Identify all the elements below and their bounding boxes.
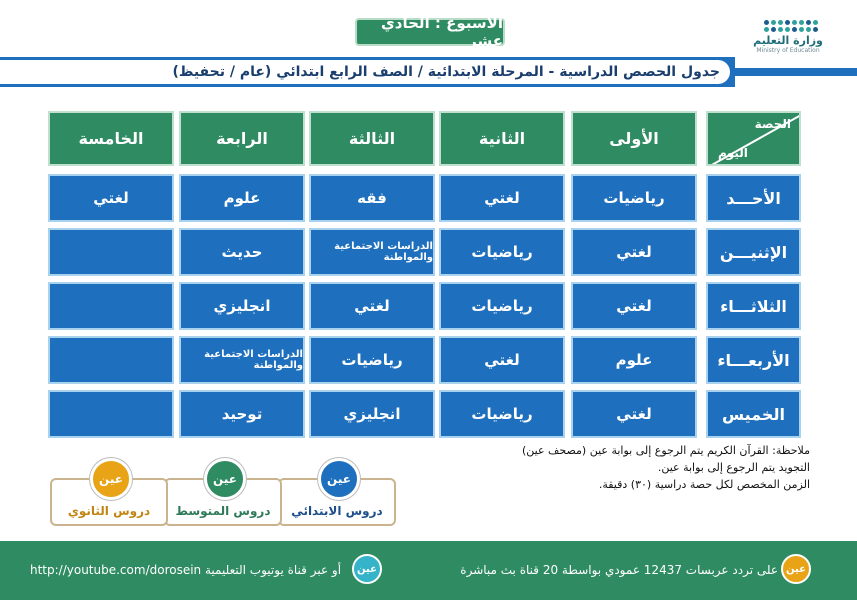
timetable-cell: علوم [179, 174, 305, 222]
timetable-cell: انجليزي [179, 282, 305, 330]
day-label: الثلاثـــاء [706, 282, 801, 330]
timetable-cell: توحيد [179, 390, 305, 438]
stage-secondary-button[interactable] [50, 472, 168, 526]
notes [400, 442, 810, 493]
stage-label: دروس الابتدائي [291, 504, 383, 518]
corner-day-label: اليوم [718, 146, 748, 160]
ein-cyan-logo-icon: عين [352, 554, 382, 584]
timetable-cell: لغتي [571, 228, 697, 276]
timetable-cell: رياضيات [439, 228, 565, 276]
footer-satellite-text: على تردد عربسات 12437 عمودي بواسطة 20 قناة بث مباشرة [460, 563, 778, 577]
period-header: الخامسة [48, 111, 174, 166]
day-label: الإثنيـــن [706, 228, 801, 276]
logo-english-name: Ministry of Education [756, 47, 820, 54]
day-label: الأحـــد [706, 174, 801, 222]
stage-label: دروس الثانوي [67, 504, 151, 518]
timetable-cell: رياضيات [439, 282, 565, 330]
stage-intermediate-button[interactable] [164, 472, 282, 526]
timetable-cell: لغتي [571, 282, 697, 330]
timetable-cell: رياضيات [571, 174, 697, 222]
timetable-cell: رياضيات [439, 390, 565, 438]
timetable-cell [48, 390, 174, 438]
corner-cell [706, 111, 801, 166]
youtube-text: أو عبر قناة يوتيوب التعليمية [204, 563, 342, 577]
ein-logo-icon: عين [204, 458, 246, 500]
page-title: جدول الحصص الدراسية - المرحلة الابتدائية / الصف الرابع ابتدائي (عام / تحفيظ) [172, 64, 720, 80]
title-bar-strip [735, 68, 857, 76]
timetable-cell [48, 228, 174, 276]
timetable-cell: لغتي [571, 390, 697, 438]
period-header: الرابعة [179, 111, 305, 166]
ein-logo-icon: عين [90, 458, 132, 500]
day-label: الخميس [706, 390, 801, 438]
timetable-cell: الدراسات الاجتماعية والمواطنة [309, 228, 435, 276]
timetable-cell: الدراسات الاجتماعية والمواطنة [179, 336, 305, 384]
timetable-cell: فقه [309, 174, 435, 222]
corner-period-label: الحصة [754, 117, 791, 131]
timetable-cell [48, 336, 174, 384]
timetable-cell: لغتي [309, 282, 435, 330]
ein-orange-logo-icon: عين [781, 554, 811, 584]
stage-label: دروس المتوسط [175, 504, 271, 518]
note-line: ملاحظة: القرآن الكريم يتم الرجوع إلى بوابة عين (مصحف عين) [521, 444, 810, 457]
timetable-cell: رياضيات [309, 336, 435, 384]
ministry-logo [742, 20, 834, 66]
stage-primary-button[interactable] [278, 472, 396, 526]
note-line: التجويد يتم الرجوع إلى بوابة عين. [657, 461, 810, 474]
timetable-cell: انجليزي [309, 390, 435, 438]
footer-youtube-text [30, 560, 350, 580]
timetable-cell [48, 282, 174, 330]
timetable-cell: حديث [179, 228, 305, 276]
timetable-cell: لغتي [48, 174, 174, 222]
note-line: الزمن المخصص لكل حصة دراسية (٣٠) دقيقة. [598, 478, 810, 491]
period-header: الأولى [571, 111, 697, 166]
youtube-url-link[interactable]: http://youtube.com/dorosein [30, 563, 202, 577]
period-header: الثانية [439, 111, 565, 166]
timetable-cell: علوم [571, 336, 697, 384]
timetable-cell: لغتي [439, 336, 565, 384]
period-header: الثالثة [309, 111, 435, 166]
ein-logo-icon: عين [318, 458, 360, 500]
day-label: الأربعـــاء [706, 336, 801, 384]
logo-dots-icon [758, 20, 818, 32]
logo-arabic-name: وزارة التعليم [753, 34, 823, 47]
week-badge: الأسبوع : الحادي عشر [355, 18, 505, 46]
timetable-cell: لغتي [439, 174, 565, 222]
